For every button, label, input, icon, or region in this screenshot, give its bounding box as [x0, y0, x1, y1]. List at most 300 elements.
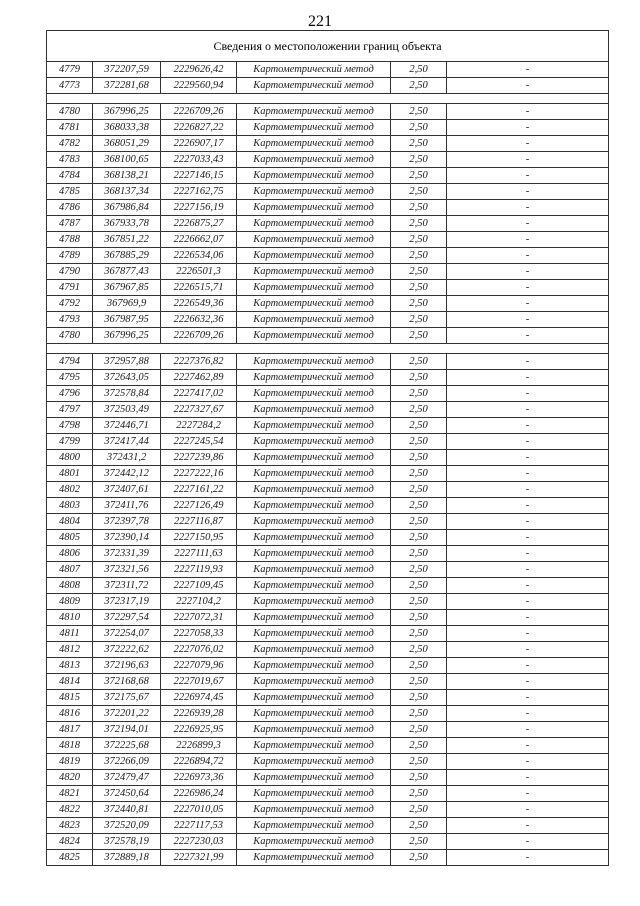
- accuracy-cell: 2,50: [391, 530, 447, 546]
- y-coordinate-cell: 2226894,72: [161, 754, 237, 770]
- method-cell: Картометрический метод: [237, 450, 391, 466]
- point-number-cell: 4808: [47, 578, 93, 594]
- y-coordinate-cell: 2227146,15: [161, 168, 237, 184]
- table-row: [47, 264, 609, 280]
- accuracy-cell: 2,50: [391, 434, 447, 450]
- x-coordinate-cell: 372578,19: [93, 834, 161, 850]
- accuracy-cell: 2,50: [391, 466, 447, 482]
- table-row: [47, 466, 609, 482]
- point-number-cell: 4822: [47, 802, 93, 818]
- x-coordinate-cell: 367987,95: [93, 312, 161, 328]
- method-cell: Картометрический метод: [237, 674, 391, 690]
- point-number-cell: 4792: [47, 296, 93, 312]
- table-row: [47, 280, 609, 296]
- description-cell: -: [447, 626, 609, 642]
- point-number-cell: 4814: [47, 674, 93, 690]
- description-cell: -: [447, 216, 609, 232]
- description-cell: -: [447, 402, 609, 418]
- table-row: [47, 722, 609, 738]
- method-cell: Картометрический метод: [237, 328, 391, 344]
- x-coordinate-cell: 372431,2: [93, 450, 161, 466]
- table-row: [47, 850, 609, 866]
- point-number-cell: 4824: [47, 834, 93, 850]
- description-cell: -: [447, 514, 609, 530]
- table-row: [47, 594, 609, 610]
- x-coordinate-cell: 368033,38: [93, 120, 161, 136]
- accuracy-cell: 2,50: [391, 120, 447, 136]
- table-row: [47, 786, 609, 802]
- boundary-table-sheet: [46, 30, 608, 866]
- x-coordinate-cell: 367996,25: [93, 104, 161, 120]
- y-coordinate-cell: 2226549,36: [161, 296, 237, 312]
- table-row: [47, 216, 609, 232]
- x-coordinate-cell: 372889,18: [93, 850, 161, 866]
- point-number-cell: 4813: [47, 658, 93, 674]
- table-row: [47, 248, 609, 264]
- method-cell: Картометрический метод: [237, 658, 391, 674]
- description-cell: -: [447, 136, 609, 152]
- y-coordinate-cell: 2226709,26: [161, 328, 237, 344]
- method-cell: Картометрический метод: [237, 248, 391, 264]
- table-separator-row: [47, 344, 609, 354]
- method-cell: Картометрический метод: [237, 264, 391, 280]
- point-number-cell: 4801: [47, 466, 93, 482]
- method-cell: Картометрический метод: [237, 850, 391, 866]
- y-coordinate-cell: 2227079,96: [161, 658, 237, 674]
- y-coordinate-cell: 2226899,3: [161, 738, 237, 754]
- y-coordinate-cell: 2226974,45: [161, 690, 237, 706]
- method-cell: Картометрический метод: [237, 296, 391, 312]
- x-coordinate-cell: 372397,78: [93, 514, 161, 530]
- table-row: [47, 706, 609, 722]
- description-cell: -: [447, 850, 609, 866]
- method-cell: Картометрический метод: [237, 232, 391, 248]
- y-coordinate-cell: 2226534,06: [161, 248, 237, 264]
- table-row: [47, 770, 609, 786]
- accuracy-cell: 2,50: [391, 802, 447, 818]
- table-row: [47, 674, 609, 690]
- accuracy-cell: 2,50: [391, 674, 447, 690]
- point-number-cell: 4815: [47, 690, 93, 706]
- description-cell: -: [447, 78, 609, 94]
- description-cell: -: [447, 152, 609, 168]
- point-number-cell: 4820: [47, 770, 93, 786]
- accuracy-cell: 2,50: [391, 722, 447, 738]
- accuracy-cell: 2,50: [391, 168, 447, 184]
- point-number-cell: 4823: [47, 818, 93, 834]
- point-number-cell: 4773: [47, 78, 93, 94]
- accuracy-cell: 2,50: [391, 104, 447, 120]
- description-cell: -: [447, 834, 609, 850]
- x-coordinate-cell: 372175,67: [93, 690, 161, 706]
- table-row: [47, 184, 609, 200]
- x-coordinate-cell: 372321,56: [93, 562, 161, 578]
- x-coordinate-cell: 372411,76: [93, 498, 161, 514]
- method-cell: Картометрический метод: [237, 722, 391, 738]
- table-row: [47, 120, 609, 136]
- description-cell: -: [447, 754, 609, 770]
- x-coordinate-cell: 372390,14: [93, 530, 161, 546]
- method-cell: Картометрический метод: [237, 594, 391, 610]
- table-row: [47, 136, 609, 152]
- y-coordinate-cell: 2226939,28: [161, 706, 237, 722]
- y-coordinate-cell: 2227156,19: [161, 200, 237, 216]
- x-coordinate-cell: 372225,68: [93, 738, 161, 754]
- method-cell: Картометрический метод: [237, 168, 391, 184]
- point-number-cell: 4779: [47, 62, 93, 78]
- method-cell: Картометрический метод: [237, 312, 391, 328]
- point-number-cell: 4785: [47, 184, 93, 200]
- description-cell: -: [447, 498, 609, 514]
- y-coordinate-cell: 2227239,86: [161, 450, 237, 466]
- method-cell: Картометрический метод: [237, 104, 391, 120]
- y-coordinate-cell: 2227033,43: [161, 152, 237, 168]
- method-cell: Картометрический метод: [237, 78, 391, 94]
- description-cell: -: [447, 62, 609, 78]
- table-row: [47, 626, 609, 642]
- table-row: [47, 386, 609, 402]
- x-coordinate-cell: 372254,07: [93, 626, 161, 642]
- accuracy-cell: 2,50: [391, 402, 447, 418]
- y-coordinate-cell: 2226662,07: [161, 232, 237, 248]
- description-cell: -: [447, 200, 609, 216]
- description-cell: -: [447, 770, 609, 786]
- x-coordinate-cell: 372643,05: [93, 370, 161, 386]
- table-title: Сведения о местоположении границ объекта: [47, 31, 609, 62]
- y-coordinate-cell: 2227117,53: [161, 818, 237, 834]
- x-coordinate-cell: 367851,22: [93, 232, 161, 248]
- x-coordinate-cell: 372578,84: [93, 386, 161, 402]
- point-number-cell: 4784: [47, 168, 93, 184]
- y-coordinate-cell: 2227119,93: [161, 562, 237, 578]
- method-cell: Картометрический метод: [237, 434, 391, 450]
- table-row: [47, 834, 609, 850]
- method-cell: Картометрический метод: [237, 786, 391, 802]
- point-number-cell: 4806: [47, 546, 93, 562]
- description-cell: -: [447, 594, 609, 610]
- y-coordinate-cell: 2227284,2: [161, 418, 237, 434]
- table-row: [47, 418, 609, 434]
- table-row: [47, 498, 609, 514]
- method-cell: Картометрический метод: [237, 200, 391, 216]
- point-number-cell: 4780: [47, 328, 93, 344]
- method-cell: Картометрический метод: [237, 706, 391, 722]
- method-cell: Картометрический метод: [237, 402, 391, 418]
- table-row: [47, 200, 609, 216]
- description-cell: -: [447, 370, 609, 386]
- description-cell: -: [447, 434, 609, 450]
- point-number-cell: 4816: [47, 706, 93, 722]
- x-coordinate-cell: 367969,9: [93, 296, 161, 312]
- y-coordinate-cell: 2226986,24: [161, 786, 237, 802]
- description-cell: -: [447, 818, 609, 834]
- point-number-cell: 4791: [47, 280, 93, 296]
- description-cell: -: [447, 802, 609, 818]
- method-cell: Картометрический метод: [237, 354, 391, 370]
- method-cell: Картометрический метод: [237, 386, 391, 402]
- separator-cell: [47, 94, 609, 104]
- point-number-cell: 4809: [47, 594, 93, 610]
- description-cell: -: [447, 642, 609, 658]
- x-coordinate-cell: 368138,21: [93, 168, 161, 184]
- accuracy-cell: 2,50: [391, 312, 447, 328]
- accuracy-cell: 2,50: [391, 450, 447, 466]
- point-number-cell: 4807: [47, 562, 93, 578]
- table-body: [47, 62, 609, 866]
- y-coordinate-cell: 2227376,82: [161, 354, 237, 370]
- accuracy-cell: 2,50: [391, 562, 447, 578]
- description-cell: -: [447, 530, 609, 546]
- description-cell: -: [447, 354, 609, 370]
- point-number-cell: 4780: [47, 104, 93, 120]
- accuracy-cell: 2,50: [391, 264, 447, 280]
- accuracy-cell: 2,50: [391, 738, 447, 754]
- y-coordinate-cell: 2226709,26: [161, 104, 237, 120]
- x-coordinate-cell: 372201,22: [93, 706, 161, 722]
- description-cell: -: [447, 466, 609, 482]
- table-row: [47, 754, 609, 770]
- description-cell: -: [447, 296, 609, 312]
- table-row: [47, 78, 609, 94]
- y-coordinate-cell: 2227104,2: [161, 594, 237, 610]
- x-coordinate-cell: 368137,34: [93, 184, 161, 200]
- point-number-cell: 4811: [47, 626, 93, 642]
- x-coordinate-cell: 372407,61: [93, 482, 161, 498]
- method-cell: Картометрический метод: [237, 754, 391, 770]
- accuracy-cell: 2,50: [391, 136, 447, 152]
- method-cell: Картометрический метод: [237, 120, 391, 136]
- table-row: [47, 802, 609, 818]
- x-coordinate-cell: 367933,78: [93, 216, 161, 232]
- accuracy-cell: 2,50: [391, 200, 447, 216]
- table-row: [47, 434, 609, 450]
- method-cell: Картометрический метод: [237, 546, 391, 562]
- method-cell: Картометрический метод: [237, 216, 391, 232]
- x-coordinate-cell: 372417,44: [93, 434, 161, 450]
- description-cell: -: [447, 120, 609, 136]
- accuracy-cell: 2,50: [391, 354, 447, 370]
- table-row: [47, 354, 609, 370]
- point-number-cell: 4796: [47, 386, 93, 402]
- y-coordinate-cell: 2229626,42: [161, 62, 237, 78]
- point-number-cell: 4810: [47, 610, 93, 626]
- point-number-cell: 4804: [47, 514, 93, 530]
- accuracy-cell: 2,50: [391, 216, 447, 232]
- y-coordinate-cell: 2227109,45: [161, 578, 237, 594]
- table-row: [47, 546, 609, 562]
- accuracy-cell: 2,50: [391, 754, 447, 770]
- description-cell: -: [447, 184, 609, 200]
- table-row: [47, 482, 609, 498]
- description-cell: -: [447, 450, 609, 466]
- accuracy-cell: 2,50: [391, 626, 447, 642]
- description-cell: -: [447, 264, 609, 280]
- x-coordinate-cell: 372957,88: [93, 354, 161, 370]
- x-coordinate-cell: 367885,29: [93, 248, 161, 264]
- table-row: [47, 738, 609, 754]
- y-coordinate-cell: 2227019,67: [161, 674, 237, 690]
- x-coordinate-cell: 372311,72: [93, 578, 161, 594]
- x-coordinate-cell: 372266,09: [93, 754, 161, 770]
- method-cell: Картометрический метод: [237, 152, 391, 168]
- table-row: [47, 530, 609, 546]
- description-cell: -: [447, 248, 609, 264]
- point-number-cell: 4805: [47, 530, 93, 546]
- accuracy-cell: 2,50: [391, 706, 447, 722]
- table-row: [47, 578, 609, 594]
- y-coordinate-cell: 2227327,67: [161, 402, 237, 418]
- description-cell: -: [447, 578, 609, 594]
- accuracy-cell: 2,50: [391, 642, 447, 658]
- point-number-cell: 4787: [47, 216, 93, 232]
- x-coordinate-cell: 372331,39: [93, 546, 161, 562]
- y-coordinate-cell: 2227222,16: [161, 466, 237, 482]
- point-number-cell: 4799: [47, 434, 93, 450]
- description-cell: -: [447, 690, 609, 706]
- accuracy-cell: 2,50: [391, 418, 447, 434]
- description-cell: -: [447, 482, 609, 498]
- table-row: [47, 562, 609, 578]
- table-row: [47, 690, 609, 706]
- accuracy-cell: 2,50: [391, 850, 447, 866]
- table-row: [47, 370, 609, 386]
- description-cell: -: [447, 674, 609, 690]
- point-number-cell: 4812: [47, 642, 93, 658]
- y-coordinate-cell: 2227126,49: [161, 498, 237, 514]
- x-coordinate-cell: 372317,19: [93, 594, 161, 610]
- x-coordinate-cell: 368100,65: [93, 152, 161, 168]
- point-number-cell: 4797: [47, 402, 93, 418]
- accuracy-cell: 2,50: [391, 296, 447, 312]
- table-row: [47, 168, 609, 184]
- description-cell: -: [447, 546, 609, 562]
- point-number-cell: 4821: [47, 786, 93, 802]
- description-cell: -: [447, 328, 609, 344]
- accuracy-cell: 2,50: [391, 280, 447, 296]
- accuracy-cell: 2,50: [391, 658, 447, 674]
- accuracy-cell: 2,50: [391, 62, 447, 78]
- y-coordinate-cell: 2226973,36: [161, 770, 237, 786]
- table-row: [47, 232, 609, 248]
- description-cell: -: [447, 722, 609, 738]
- boundary-coordinates-table: [46, 30, 609, 866]
- accuracy-cell: 2,50: [391, 514, 447, 530]
- x-coordinate-cell: 372281,68: [93, 78, 161, 94]
- method-cell: Картометрический метод: [237, 738, 391, 754]
- method-cell: Картометрический метод: [237, 370, 391, 386]
- table-row: [47, 450, 609, 466]
- point-number-cell: 4786: [47, 200, 93, 216]
- method-cell: Картометрический метод: [237, 818, 391, 834]
- method-cell: Картометрический метод: [237, 530, 391, 546]
- y-coordinate-cell: 2227230,03: [161, 834, 237, 850]
- description-cell: -: [447, 386, 609, 402]
- accuracy-cell: 2,50: [391, 834, 447, 850]
- y-coordinate-cell: 2226907,17: [161, 136, 237, 152]
- accuracy-cell: 2,50: [391, 232, 447, 248]
- table-row: [47, 818, 609, 834]
- method-cell: Картометрический метод: [237, 466, 391, 482]
- point-number-cell: 4819: [47, 754, 93, 770]
- point-number-cell: 4817: [47, 722, 93, 738]
- method-cell: Картометрический метод: [237, 280, 391, 296]
- description-cell: -: [447, 562, 609, 578]
- accuracy-cell: 2,50: [391, 152, 447, 168]
- table-row: [47, 104, 609, 120]
- method-cell: Картометрический метод: [237, 136, 391, 152]
- accuracy-cell: 2,50: [391, 594, 447, 610]
- page-number: 221: [308, 13, 332, 30]
- x-coordinate-cell: 372442,12: [93, 466, 161, 482]
- point-number-cell: 4803: [47, 498, 93, 514]
- description-cell: -: [447, 706, 609, 722]
- method-cell: Картометрический метод: [237, 482, 391, 498]
- y-coordinate-cell: 2226875,27: [161, 216, 237, 232]
- method-cell: Картометрический метод: [237, 690, 391, 706]
- x-coordinate-cell: 367996,25: [93, 328, 161, 344]
- x-coordinate-cell: 367877,43: [93, 264, 161, 280]
- point-number-cell: 4782: [47, 136, 93, 152]
- y-coordinate-cell: 2227162,75: [161, 184, 237, 200]
- accuracy-cell: 2,50: [391, 184, 447, 200]
- method-cell: Картометрический метод: [237, 498, 391, 514]
- table-row: [47, 610, 609, 626]
- accuracy-cell: 2,50: [391, 546, 447, 562]
- table-row: [47, 658, 609, 674]
- y-coordinate-cell: 2229560,94: [161, 78, 237, 94]
- method-cell: Картометрический метод: [237, 802, 391, 818]
- method-cell: Картометрический метод: [237, 610, 391, 626]
- point-number-cell: 4798: [47, 418, 93, 434]
- x-coordinate-cell: 367967,85: [93, 280, 161, 296]
- description-cell: -: [447, 232, 609, 248]
- description-cell: -: [447, 168, 609, 184]
- method-cell: Картометрический метод: [237, 578, 391, 594]
- method-cell: Картометрический метод: [237, 770, 391, 786]
- method-cell: Картометрический метод: [237, 184, 391, 200]
- description-cell: -: [447, 312, 609, 328]
- point-number-cell: 4795: [47, 370, 93, 386]
- x-coordinate-cell: 372168,68: [93, 674, 161, 690]
- x-coordinate-cell: 372479,47: [93, 770, 161, 786]
- x-coordinate-cell: 372222,62: [93, 642, 161, 658]
- description-cell: -: [447, 610, 609, 626]
- method-cell: Картометрический метод: [237, 642, 391, 658]
- x-coordinate-cell: 372297,54: [93, 610, 161, 626]
- y-coordinate-cell: 2227462,89: [161, 370, 237, 386]
- method-cell: Картометрический метод: [237, 514, 391, 530]
- y-coordinate-cell: 2227116,87: [161, 514, 237, 530]
- method-cell: Картометрический метод: [237, 562, 391, 578]
- accuracy-cell: 2,50: [391, 610, 447, 626]
- x-coordinate-cell: 372520,09: [93, 818, 161, 834]
- accuracy-cell: 2,50: [391, 248, 447, 264]
- accuracy-cell: 2,50: [391, 770, 447, 786]
- description-cell: -: [447, 418, 609, 434]
- y-coordinate-cell: 2227417,02: [161, 386, 237, 402]
- y-coordinate-cell: 2227010,05: [161, 802, 237, 818]
- accuracy-cell: 2,50: [391, 818, 447, 834]
- point-number-cell: 4783: [47, 152, 93, 168]
- point-number-cell: 4818: [47, 738, 93, 754]
- point-number-cell: 4800: [47, 450, 93, 466]
- y-coordinate-cell: 2227072,31: [161, 610, 237, 626]
- x-coordinate-cell: 372446,71: [93, 418, 161, 434]
- table-row: [47, 514, 609, 530]
- y-coordinate-cell: 2227150,95: [161, 530, 237, 546]
- method-cell: Картометрический метод: [237, 626, 391, 642]
- x-coordinate-cell: 368051,29: [93, 136, 161, 152]
